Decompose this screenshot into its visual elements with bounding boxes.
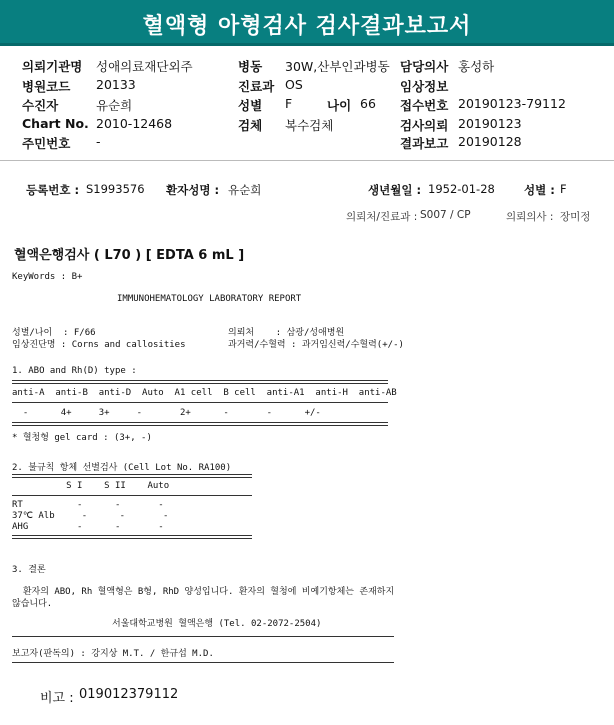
header-value: 20190128 (458, 134, 522, 149)
title-banner (0, 0, 614, 46)
header-value: 성애의료재단외주 (96, 59, 193, 74)
section1-title: 1. ABO and Rh(D) type : (12, 366, 137, 376)
report-heading: IMMUNOHEMATOLOGY LABORATORY REPORT (117, 294, 302, 304)
section3-title: 3. 결론 (12, 565, 46, 575)
header-label: 주민번호 (22, 136, 71, 151)
header-label: 접수번호 (400, 98, 449, 113)
conclusion-line: 않습니다. (12, 599, 53, 609)
header-value: 홍성하 (458, 59, 495, 74)
patient-label: 환자성명 : (166, 183, 220, 197)
header-label: 검체 (238, 118, 263, 133)
divider (12, 477, 252, 478)
hospital-contact: 서울대학교병원 혈액은행 (Tel. 02-2072-2504) (112, 619, 322, 629)
note-label: 비고 : (40, 691, 74, 706)
patient-label: 등록번호 : (26, 183, 80, 197)
gel-card: * 혈청형 gel card : (3+, -) (12, 433, 152, 443)
table-row: RT - - - (12, 500, 164, 510)
divider (12, 538, 252, 539)
patient-label: 성별 : (524, 183, 555, 197)
divider (12, 636, 394, 637)
divider (0, 160, 614, 161)
patient-value: S1993576 (86, 182, 145, 196)
note-value: 019012379112 (79, 687, 179, 702)
patient-value: S007 / CP (420, 209, 471, 221)
header-label: 검사의뢰 (400, 118, 449, 133)
header-label: 의뢰기관명 (22, 59, 83, 74)
header-label: Chart No. (22, 116, 89, 131)
header-value: 2010-12468 (96, 116, 173, 131)
header-value: 20133 (96, 77, 136, 92)
keywords: KeyWords : B+ (12, 272, 83, 282)
header-value: F (285, 96, 293, 111)
header-label: 병원코드 (22, 79, 71, 94)
divider (12, 383, 388, 384)
reporter: 보고자(판독의) : 강지상 M.T. / 한규섭 M.D. (12, 649, 214, 659)
patient-label: 생년월일 : (368, 183, 422, 197)
patient-label: 의뢰처/진료과 : (346, 211, 418, 223)
divider (12, 402, 388, 403)
header-value: - (96, 134, 101, 149)
header-label: 진료과 (238, 79, 275, 94)
divider (12, 535, 252, 536)
header-label: 병동 (238, 59, 263, 74)
divider (12, 425, 388, 426)
header-label: 수진자 (22, 98, 59, 113)
header-value: 복수검체 (285, 118, 334, 133)
header-label: 담당의사 (400, 59, 449, 74)
table-row: AHG - - - (12, 522, 164, 532)
divider (12, 662, 394, 663)
patient-value: 유순희 (228, 183, 262, 197)
section1-values: - 4+ 3+ - 2+ - - +/- (12, 408, 321, 418)
header-label: 결과보고 (400, 136, 449, 151)
header-label: 성별 (238, 98, 263, 113)
patient-value: F (560, 182, 567, 196)
patient-value: 장미정 (560, 211, 591, 223)
header-value: OS (285, 77, 303, 92)
transfusion-history: 과거력/수혈력 : 과거임신력/수혈력(+/-) (228, 340, 404, 350)
patient-label: 의뢰의사 : (506, 211, 554, 223)
section2-header: S I S II Auto (12, 481, 170, 491)
section1-header: anti-A anti-B anti-D Auto A1 cell B cell anti-A1 anti-H anti-AB (12, 388, 397, 398)
report-title: 혈액형 아형검사 검사결과보고서 (142, 14, 472, 39)
divider (12, 495, 252, 496)
requester: 의뢰처 : 삼광/성애병원 (228, 328, 345, 338)
divider (12, 422, 388, 423)
header-value: 66 (360, 96, 376, 111)
header-value: 20190123 (458, 116, 522, 131)
header-label: 임상정보 (400, 79, 449, 94)
clinical-diagnosis: 임상진단명 : Corns and callosities (12, 340, 186, 350)
table-row: 37℃ Alb - - - (12, 511, 169, 521)
test-title: 혈액은행검사 ( L70 ) [ EDTA 6 mL ] (14, 248, 245, 263)
header-label: 나이 (327, 98, 352, 113)
header-value: 30W,산부인과병동 (285, 59, 390, 74)
section2-title: 2. 불규칙 항체 선별검사 (Cell Lot No. RA100) (12, 463, 232, 473)
divider (12, 474, 252, 475)
divider (12, 380, 388, 381)
header-value: 유순희 (96, 98, 133, 113)
conclusion-line: 환자의 ABO, Rh 혈액형은 B형, RhD 양성입니다. 환자의 혈청에 비예기항체는 존재하지 (12, 587, 395, 597)
sex-age: 성별/나이 : F/66 (12, 328, 96, 338)
patient-value: 1952-01-28 (428, 182, 495, 196)
header-value: 20190123-79112 (458, 96, 566, 111)
